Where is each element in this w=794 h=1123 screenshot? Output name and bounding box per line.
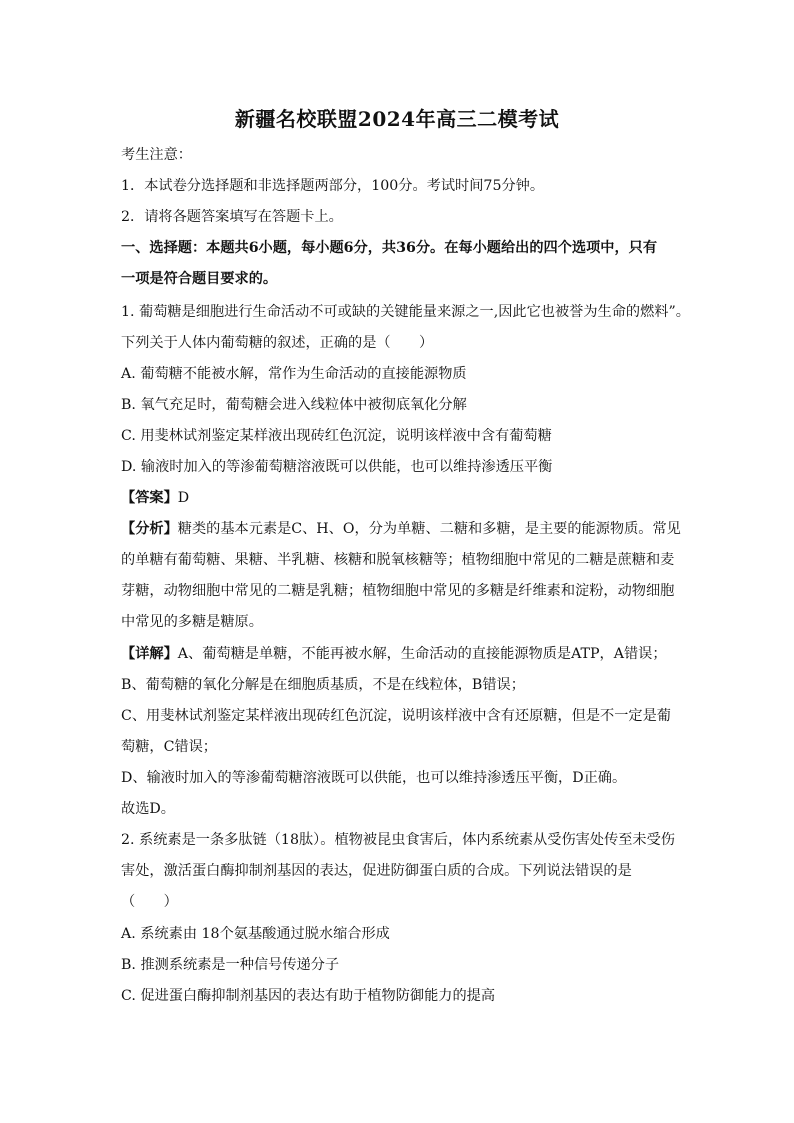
q1-answer [121, 488, 691, 508]
q1-detail-line-6: 故选D。 [121, 801, 175, 817]
q1-detail-line-5: D、输液时加入的等渗葡萄糖溶液既可以供能，也可以维持渗透压平衡，D正确。 [121, 770, 627, 786]
q1-option-c: C. 用斐林试剂鉴定某样液出现砖红色沉淀，说明该样液中含有葡萄糖 [121, 428, 552, 444]
q1-option-a: A. 葡萄糖不能被水解，常作为生命活动的直接能源物质 [121, 366, 467, 382]
q1-option-d: D. 输液时加入的等渗葡萄糖溶液既可以供能，也可以维持渗透压平衡 [121, 459, 553, 475]
detail-text: A、葡萄糖是单糖，不能再被水解，生命活动的直接能源物质是ATP，A错误； [177, 646, 667, 662]
q1-analysis-line-2: 的单糖有葡萄糖、果糖、半乳糖、核糖和脱氧核糖等；植物细胞中常见的二糖是蔗糖和麦 [121, 552, 675, 568]
notice-item-2: 2．请将各题答案填写在答题卡上。 [121, 209, 343, 225]
q1-analysis-line-1 [121, 519, 691, 539]
answer-value: D [177, 490, 190, 506]
q2-stem-line-2: 害处，激活蛋白酶抑制剂基因的表达，促进防御蛋白质的合成。下列说法错误的是 [121, 863, 632, 879]
page-title: 新疆名校联盟2024年高三二模考试 [234, 107, 560, 131]
analysis-text: 糖类的基本元素是C、H、O，分为单糖、二糖和多糖，是主要的能源物质。常见 [177, 521, 681, 537]
answer-tag: 【答案】 [121, 490, 178, 506]
analysis-tag: 【分析】 [121, 521, 178, 537]
q1-analysis-line-4: 中常见的多糖是糖原。 [121, 614, 263, 630]
q2-option-c: C. 促进蛋白酶抑制剂基因的表达有助于植物防御能力的提高 [121, 988, 496, 1004]
q1-detail-line-2: B、葡萄糖的氧化分解是在细胞质基质，不是在线粒体，B错误； [121, 677, 525, 693]
notice-heading: 考生注意： [121, 147, 192, 163]
q2-stem-line-1: 2. 系统素是一条多肽链（18肽）。植物被昆虫食害后，体内系统素从受伤害处传至未受伤 [121, 832, 675, 848]
section-heading-line-2: 一项是符合题目要求的。 [121, 271, 278, 287]
detail-tag: 【详解】 [121, 646, 178, 662]
q2-option-a: A. 系统素由 18个氨基酸通过脱水缩合形成 [121, 926, 390, 942]
q2-stem-line-3: （ ） [121, 894, 178, 910]
q1-detail-line-4: 萄糖，C错误； [121, 739, 217, 755]
section-heading-line-1: 一、选择题：本题共6小题，每小题6分，共36分。在每小题给出的四个选项中，只有 [121, 240, 658, 256]
q1-analysis-line-3: 芽糖，动物细胞中常见的二糖是乳糖；植物细胞中常见的多糖是纤维素和淀粉，动物细胞 [121, 583, 675, 599]
q1-stem-line-1: 1. 葡萄糖是细胞进行生命活动不可或缺的关键能量来源之一,因此它也被誉为生命的燃料”。 [121, 304, 690, 320]
q2-option-b: B. 推测系统素是一种信号传递分子 [121, 957, 340, 973]
q1-stem-line-2: 下列关于人体内葡萄糖的叙述，正确的是（ ） [121, 335, 434, 351]
q1-detail-line-3: C、用斐林试剂鉴定某样液出现砖红色沉淀，说明该样液中含有还原糖，但是不一定是葡 [121, 708, 671, 724]
q1-option-b: B. 氧气充足时，葡萄糖会进入线粒体中被彻底氧化分解 [121, 397, 467, 413]
notice-item-1: 1．本试卷分选择题和非选择题两部分，100分。考试时间75分钟。 [121, 178, 545, 194]
q1-detail-line-1 [121, 644, 691, 664]
